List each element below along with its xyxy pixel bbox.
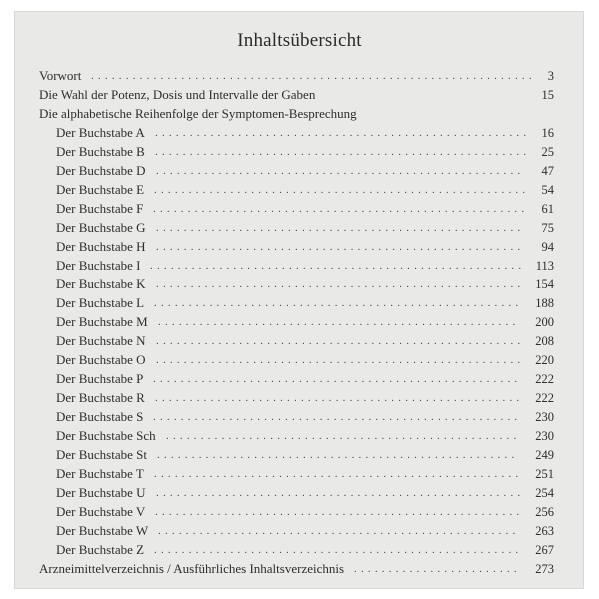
toc-entry-page-number: 188 <box>535 296 554 311</box>
toc-entry-page-number: 254 <box>535 485 554 500</box>
toc-entry-label: Arzneimittelverzeichnis / Ausführliches Inhaltsverzeichnis <box>39 560 345 576</box>
dot-leader: ..................................................... <box>154 297 523 310</box>
toc-entry <box>56 257 554 275</box>
toc-entry-label: Der Buchstabe B <box>56 143 145 159</box>
toc-entry <box>56 541 554 559</box>
toc-entry-page-number: 25 <box>541 144 554 159</box>
dot-leader: .................................................... <box>158 524 520 537</box>
dot-leader: ..................................................... <box>156 240 525 253</box>
toc-entry-label: Der Buchstabe V <box>56 503 146 519</box>
toc-entry-page-number: 256 <box>535 504 554 519</box>
toc-entry-page-number: 222 <box>535 372 554 387</box>
toc-entry-label: Der Buchstabe E <box>56 181 145 197</box>
dot-leader: .................................................... <box>158 316 520 329</box>
toc-entry <box>39 560 554 578</box>
dot-leader: ..................................................... <box>153 411 522 424</box>
toc-entry-label: Der Buchstabe T <box>56 465 144 481</box>
toc-entry-page-number: 222 <box>535 391 554 406</box>
toc-entry-page-number: 230 <box>535 410 554 425</box>
toc-entry-page-number: 251 <box>535 466 554 481</box>
toc-entry-label: Der Buchstabe St <box>56 447 147 462</box>
toc-entry-label: Der Buchstabe L <box>56 295 145 311</box>
toc-entry <box>56 465 554 483</box>
dot-leader: ...................................................... <box>155 126 531 139</box>
dot-leader: ..................................................... <box>154 467 523 480</box>
dot-leader: ................................................................ <box>91 70 536 82</box>
dot-leader: ...................................................... <box>155 145 531 158</box>
toc-entry-label: Der Buchstabe M <box>56 314 148 330</box>
toc-entry-label: Der Buchstabe N <box>56 333 146 349</box>
toc-entry-page-number: 220 <box>535 353 554 368</box>
toc-entry-label: Die Wahl der Potenz, Dosis und Intervalle der Gaben <box>39 86 316 102</box>
toc-entry-label: Der Buchstabe D <box>56 162 146 178</box>
dot-leader: ..................................................... <box>156 486 525 499</box>
toc-entry <box>56 427 554 445</box>
toc-entry-page-number: 61 <box>541 201 554 216</box>
dot-leader: ..................................................... <box>155 505 524 518</box>
dot-leader: ...................................................... <box>153 202 529 215</box>
dot-leader: ................................................... <box>166 430 521 443</box>
dot-leader: ...................................................... <box>154 183 530 196</box>
toc-entry <box>39 67 554 85</box>
toc-entry-label: Der Buchstabe W <box>56 522 149 538</box>
toc-entry-page-number: 249 <box>535 448 554 462</box>
toc-entry-label: Der Buchstabe Z <box>56 541 145 557</box>
toc-entry-label: Der Buchstabe F <box>56 200 144 216</box>
toc-entry-page-number: 154 <box>535 277 554 292</box>
toc-entry-label: Der Buchstabe R <box>56 390 145 406</box>
dot-leader: ..................................................... <box>153 373 522 386</box>
toc-entry-label: Vorwort <box>39 68 82 83</box>
dot-leader: ..................................................... <box>156 278 525 291</box>
toc-entry-label: Der Buchstabe O <box>56 352 146 368</box>
dot-leader: .................................................... <box>157 449 519 461</box>
toc-entry <box>56 484 554 502</box>
toc-entry-label: Der Buchstabe Sch <box>56 428 156 444</box>
toc-entry <box>56 124 554 142</box>
toc-entry-page-number: 15 <box>541 87 554 102</box>
toc-entry-label: Der Buchstabe S <box>56 409 144 425</box>
toc-entry-label: Der Buchstabe K <box>56 276 146 292</box>
toc-entry <box>56 503 554 521</box>
dot-leader: ..................................................... <box>156 164 525 177</box>
toc-entry-page-number: 75 <box>541 220 554 235</box>
toc-entry-page-number: 113 <box>535 258 554 273</box>
dot-leader: ..................................................... <box>156 221 525 234</box>
toc-entry-page-number: 273 <box>535 561 554 576</box>
toc-entry-page-number: 47 <box>541 163 554 178</box>
toc-entry-page-number: 267 <box>535 542 554 557</box>
toc-entry-page-number: 200 <box>535 315 554 330</box>
toc-entry-label: Der Buchstabe A <box>56 124 145 140</box>
toc-entry-page-number: 263 <box>535 523 554 538</box>
toc-entry <box>56 370 554 388</box>
toc-entry <box>39 86 554 104</box>
toc-entry-label: Der Buchstabe U <box>56 484 146 500</box>
dot-leader: ........................ <box>354 562 521 575</box>
toc-entry <box>56 200 554 218</box>
dot-leader: ..................................................... <box>156 335 525 348</box>
toc-entry <box>56 275 554 293</box>
toc-entry <box>56 143 554 161</box>
toc-entry <box>39 105 554 123</box>
toc-entry-page-number: 94 <box>541 239 554 254</box>
toc-entry <box>56 351 554 369</box>
toc-entry <box>56 313 554 331</box>
dot-leader: ..................................................... <box>154 543 523 556</box>
toc-entry <box>56 219 554 237</box>
toc-entry <box>56 446 554 464</box>
toc-entry <box>56 332 554 350</box>
dot-leader: ..................................................... <box>155 392 524 405</box>
toc-entry <box>56 238 554 256</box>
toc-entry <box>56 522 554 540</box>
toc-entry-label: Der Buchstabe G <box>56 219 146 235</box>
dot-leader: ..................................................... <box>156 354 525 367</box>
dot-leader: ...................................................... <box>150 259 526 272</box>
toc-entry <box>56 294 554 312</box>
toc-entry-label: Die alphabetische Reihenfolge der Symptomen-Besprechung <box>39 105 357 121</box>
toc-entry-page-number: 230 <box>535 429 554 444</box>
toc-entry-label: Der Buchstabe P <box>56 371 144 387</box>
toc-entry-page-number: 208 <box>535 334 554 349</box>
toc-entry <box>56 389 554 407</box>
toc-entry-page-number: 54 <box>541 182 554 197</box>
page-title: Inhaltsübersicht <box>237 30 362 51</box>
toc-entry-label: Der Buchstabe I <box>56 257 141 273</box>
toc-entry <box>56 408 554 426</box>
toc-entry <box>56 162 554 180</box>
toc-entry <box>56 181 554 199</box>
toc-entry-page-number: 16 <box>541 125 554 140</box>
toc-entry-page-number: 3 <box>547 69 554 83</box>
toc-entry-label: Der Buchstabe H <box>56 238 146 254</box>
